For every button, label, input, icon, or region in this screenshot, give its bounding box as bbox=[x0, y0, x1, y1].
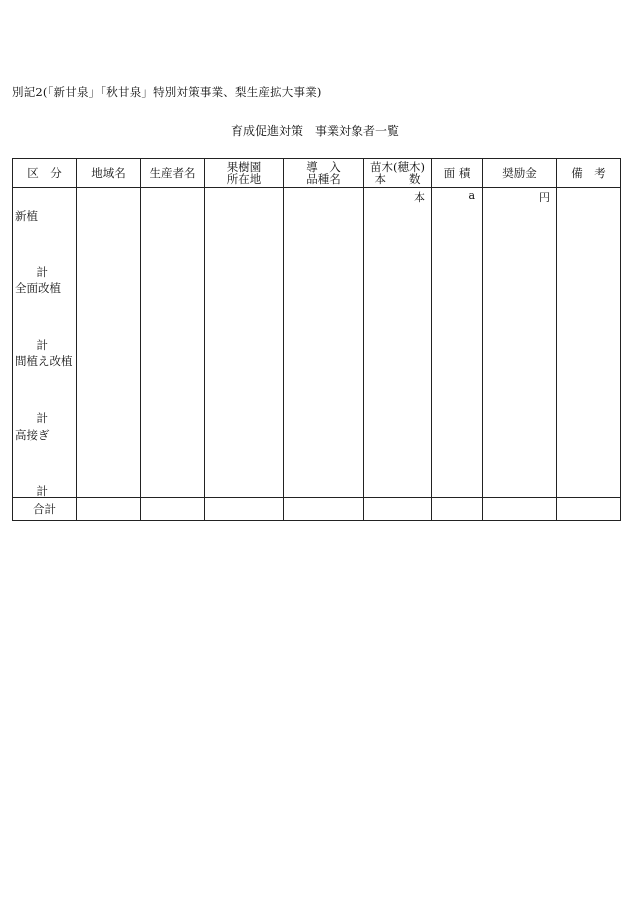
header-seedling-line2: 本 数 bbox=[374, 172, 421, 186]
document-heading: 別記2(「新甘泉」「秋甘泉」特別対策事業、梨生産拡大事業) bbox=[12, 85, 322, 99]
orchard-column-cell bbox=[205, 188, 284, 498]
category-new-planting: 新植 bbox=[15, 209, 38, 223]
header-orchard-location bbox=[205, 159, 284, 188]
header-notes: 備 考 bbox=[557, 159, 621, 188]
grand-total-area bbox=[432, 498, 483, 521]
area-column-cell bbox=[432, 188, 483, 498]
category-interplant-replanting: 間植え改植 bbox=[15, 354, 73, 368]
header-variety-line1: 導 入 bbox=[306, 160, 341, 174]
unit-subsidy: 円 bbox=[539, 191, 550, 204]
grand-total-producer bbox=[141, 498, 205, 521]
table-title: 育成促進対策 事業対象者一覧 bbox=[230, 124, 399, 138]
table-body-row bbox=[13, 188, 621, 498]
subtotal-interplant-replanting: 計 bbox=[36, 411, 48, 425]
grand-total-seedling bbox=[364, 498, 432, 521]
header-orchard-line1: 果樹園 bbox=[226, 160, 262, 174]
grand-total-label: 合計 bbox=[13, 498, 77, 521]
subtotal-full-replanting: 計 bbox=[36, 338, 48, 352]
unit-area: a bbox=[468, 189, 475, 202]
variety-column-cell bbox=[284, 188, 364, 498]
category-full-replanting: 全面改植 bbox=[15, 281, 61, 295]
grand-total-notes bbox=[557, 498, 621, 521]
header-variety bbox=[284, 159, 364, 188]
header-category: 区 分 bbox=[13, 159, 77, 188]
grand-total-variety bbox=[284, 498, 364, 521]
header-producer: 生産者名 bbox=[141, 159, 205, 188]
grand-total-row bbox=[13, 498, 621, 521]
grand-total-region bbox=[77, 498, 141, 521]
subtotal-new-planting: 計 bbox=[36, 265, 48, 279]
category-top-grafting: 高接ぎ bbox=[15, 428, 50, 442]
grand-total-orchard bbox=[205, 498, 284, 521]
notes-column-cell bbox=[557, 188, 621, 498]
header-seedling-count bbox=[364, 159, 432, 188]
seedling-column-cell bbox=[364, 188, 432, 498]
subsidy-column-cell bbox=[483, 188, 557, 498]
region-column-cell bbox=[77, 188, 141, 498]
header-row bbox=[13, 159, 621, 188]
header-subsidy: 奨励金 bbox=[483, 159, 557, 188]
target-list-table bbox=[12, 158, 621, 521]
header-seedling-line1: 苗木(穂木) bbox=[370, 160, 425, 174]
subtotal-top-grafting: 計 bbox=[36, 484, 48, 498]
producer-column-cell bbox=[141, 188, 205, 498]
grand-total-subsidy bbox=[483, 498, 557, 521]
header-area: 面 積 bbox=[432, 159, 483, 188]
header-orchard-line2: 所在地 bbox=[226, 172, 262, 186]
header-variety-line2: 品種名 bbox=[306, 172, 341, 186]
unit-seedling: 本 bbox=[414, 191, 425, 204]
header-region: 地域名 bbox=[77, 159, 141, 188]
category-column-cell bbox=[13, 188, 77, 498]
